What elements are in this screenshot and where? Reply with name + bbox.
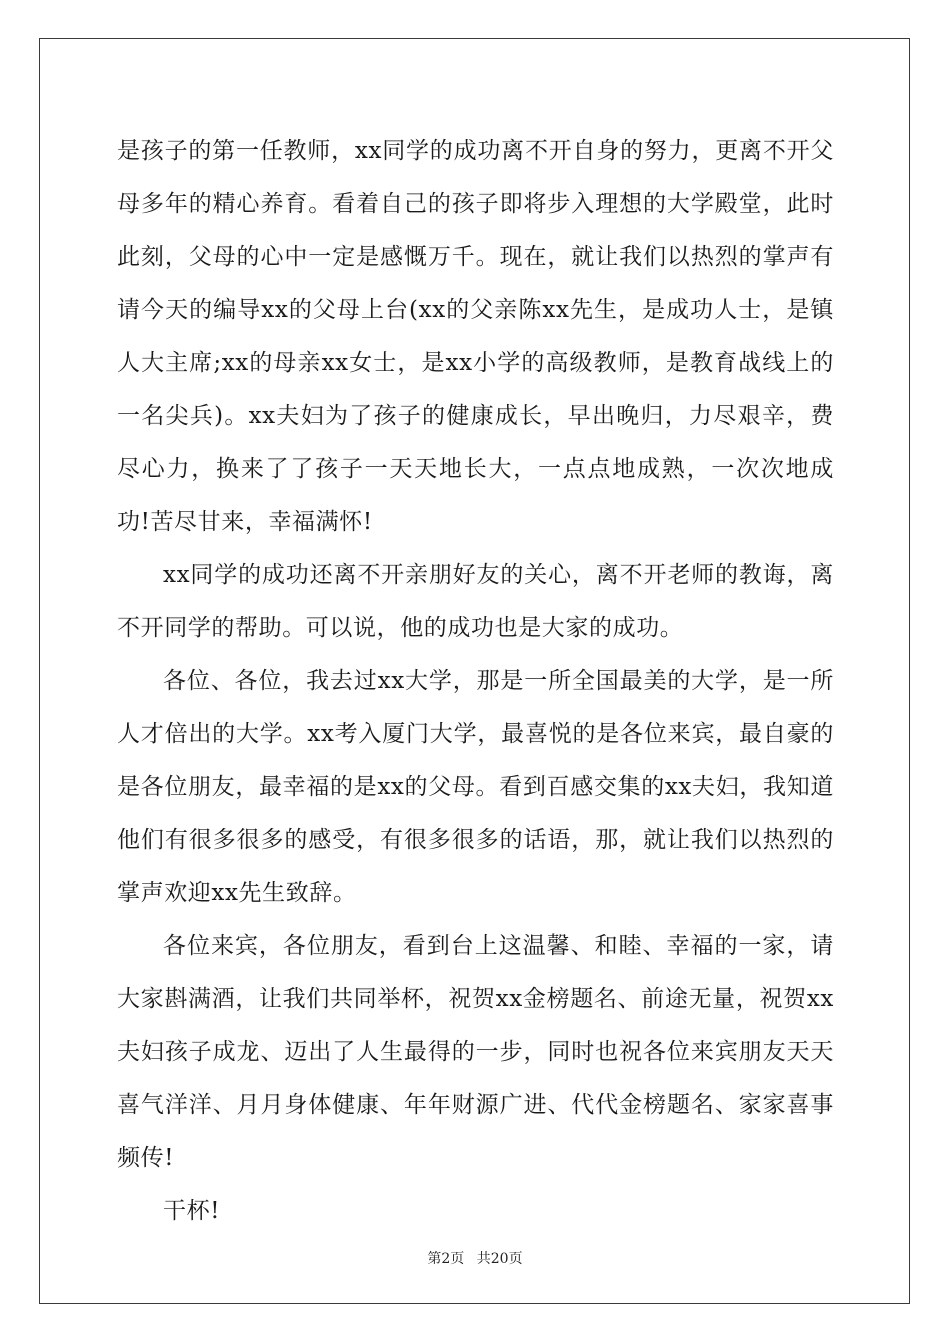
paragraph-1: 是孩子的第一任教师，xx同学的成功离不开自身的努力，更离不开父母多年的精心养育。看着自己的孩子即将步入理想的大学殿堂，此时此刻，父母的心中一定是感慨万千。现在，就让我们以热烈的掌声有请今天的编导xx的父母上台(xx的父亲陈xx先生，是成功人士，是镇人大主席;xx的母亲xx女士，是xx小学的高级教师，是教育战线上的一名尖兵)。xx夫妇为了孩子的健康成长，早出晚归，力尽艰辛，费尽心力，换来了了孩子一天天地长大，一点点地成熟，一次次地成功!苦尽甘来，幸福满怀! xyxy=(117,138,834,535)
paragraph-2: xx同学的成功还离不开亲朋好友的关心，离不开老师的教诲，离不开同学的帮助。可以说，他的成功也是大家的成功。 xyxy=(117,562,834,641)
paragraph-3: 各位、各位，我去过xx大学，那是一所全国最美的大学，是一所人才倍出的大学。xx考入厦门大学，最喜悦的是各位来宾，最自豪的是各位朋友，最幸福的是xx的父母。看到百感交集的xx夫妇，我知道他们有很多很多的感受，有很多很多的话语，那，就让我们以热烈的掌声欢迎xx先生致辞。 xyxy=(117,668,834,906)
document-body xyxy=(117,125,834,1238)
page-number: 第2页 xyxy=(427,1251,465,1267)
total-pages: 共20页 xyxy=(476,1251,523,1267)
paragraph-5: 干杯! xyxy=(163,1198,221,1224)
page-footer xyxy=(0,1248,950,1268)
paragraph-4: 各位来宾，各位朋友，看到台上这温馨、和睦、幸福的一家，请大家斟满酒，让我们共同举杯，祝贺xx金榜题名、前途无量，祝贺xx夫妇孩子成龙、迈出了人生最得的一步，同时也祝各位来宾朋友天天喜气洋洋、月月身体健康、年年财源广进、代代金榜题名、家家喜事频传! xyxy=(117,933,834,1171)
